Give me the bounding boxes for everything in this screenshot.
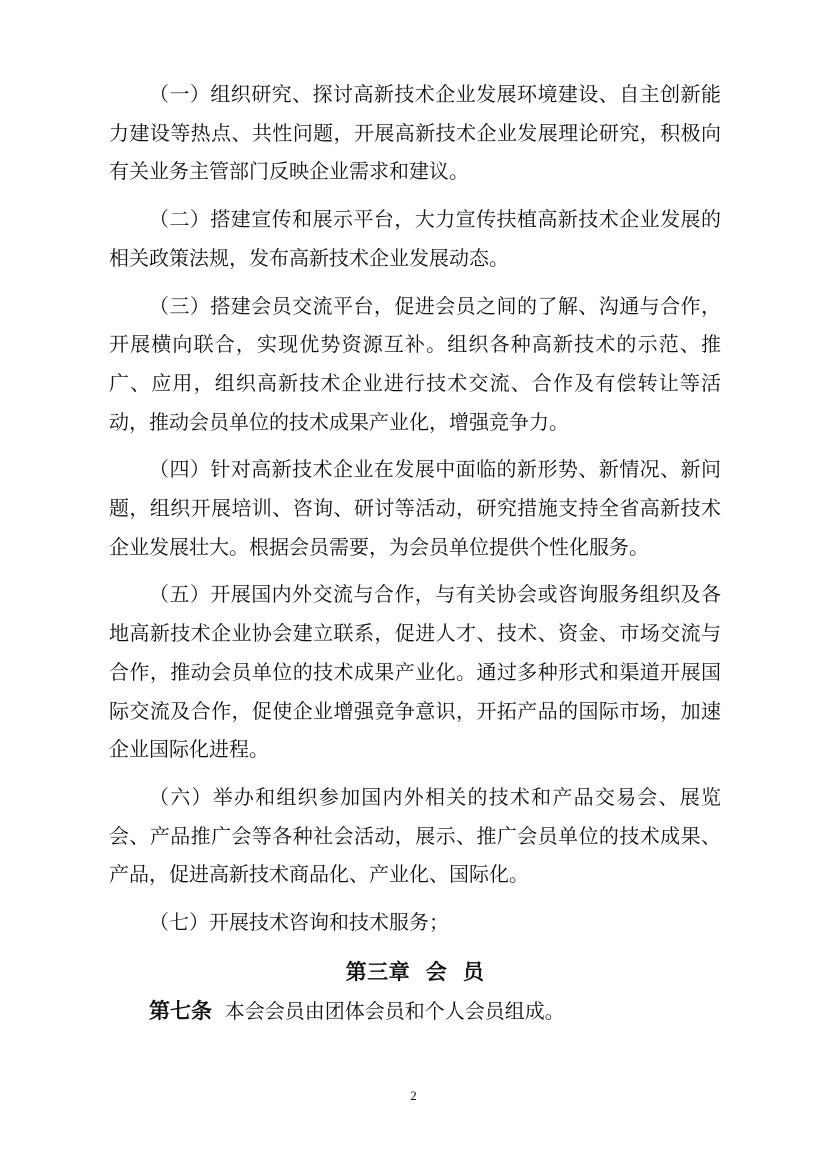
article-text: 本会会员由团体会员和个人会员组成。 [224, 998, 565, 1023]
paragraph-item-7: （七）开展技术咨询和技术服务； [149, 910, 449, 935]
page-number: 2 [410, 1088, 417, 1103]
paragraph-item-6: （六）举办和组织参加国内外相关的技术和产品交易会、展览会、产品推广会等各种社会活动，展示、推广会员单位的技术成果、产品，促进高新技术商品化、产业化、国际化。 [109, 784, 721, 887]
paragraph-item-4: （四）针对高新技术企业在发展中面临的新形势、新情况、新问题，组织开展培训、咨询、研讨等活动，研究措施支持全省高新技术企业发展壮大。根据会员需要，为会员单位提供个性化服务。 [109, 457, 721, 559]
paragraph-item-3: （三）搭建会员交流平台，促进会员之间的了解、沟通与合作，开展横向联合，实现优势资源互补。组织各种高新技术的示范、推广、应用，组织高新技术企业进行技术交流、合作及有偿转让等活动，推动会员单位的技术成果产业化，增强竞争力。 [109, 293, 721, 434]
chapter-heading: 第三章 会 员 [345, 959, 485, 984]
article-label: 第七条 [149, 998, 212, 1023]
paragraph-item-5: （五）开展国内外交流与合作，与有关协会或咨询服务组织及各地高新技术企业协会建立联系，促进人才、技术、资金、市场交流与合作，推动会员单位的技术成果产业化。通过多种形式和渠道开展国际交流及合作，促使企业增强竞争意识，开拓产品的国际市场，加速企业国际化进程。 [109, 582, 721, 762]
paragraph-item-1: （一）组织研究、探讨高新技术企业发展环境建设、自主创新能力建设等热点、共性问题，开展高新技术企业发展理论研究，积极向有关业务主管部门反映企业需求和建议。 [109, 82, 721, 184]
article-7 [109, 992, 721, 1031]
document-body [109, 75, 721, 1030]
paragraph-item-2: （二）搭建宣传和展示平台，大力宣传扶植高新技术企业发展的相关政策法规，发布高新技术企业发展动态。 [109, 207, 721, 270]
